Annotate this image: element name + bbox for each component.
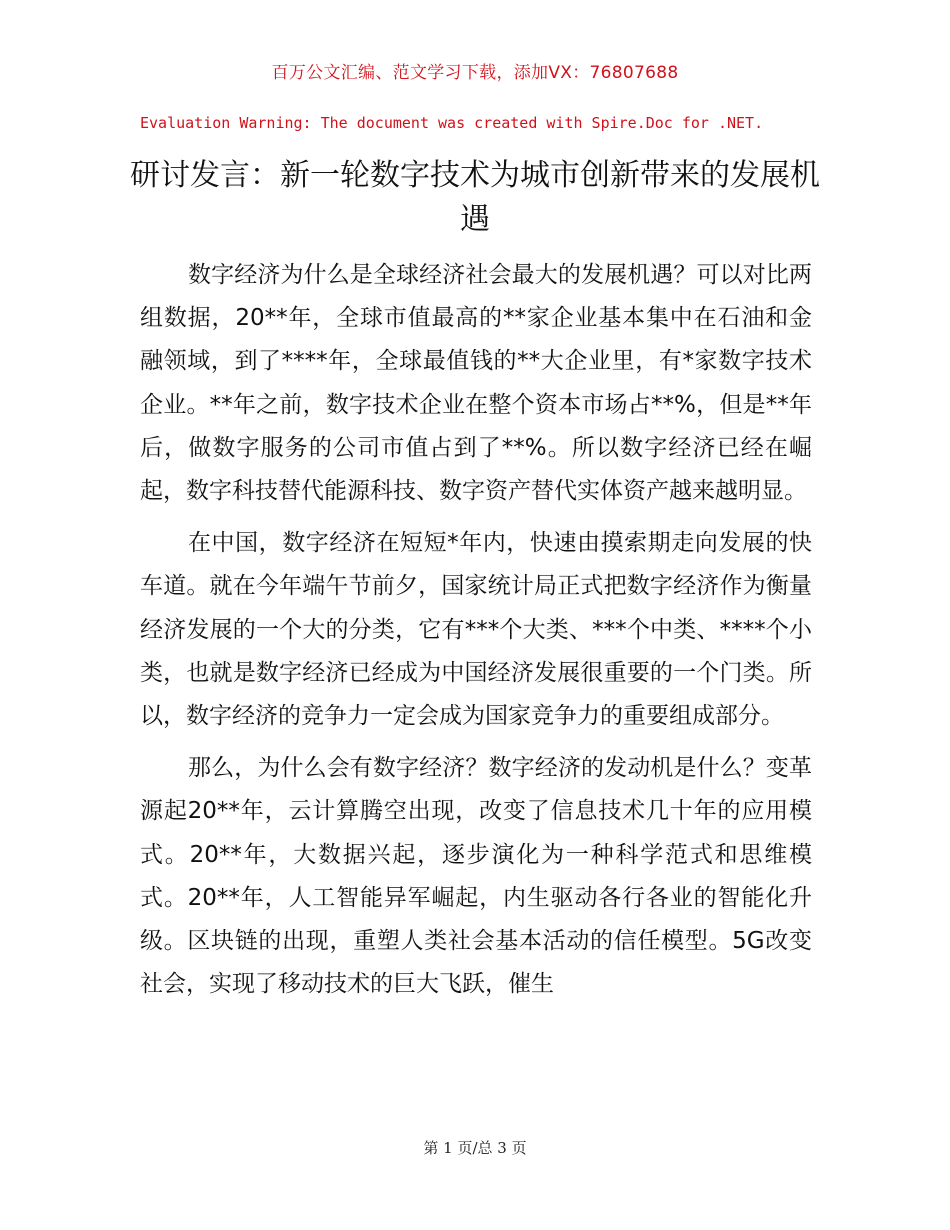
evaluation-warning: Evaluation Warning: The document was created with Spire.Doc for .NET.	[140, 114, 764, 132]
body-paragraph: 那么，为什么会有数字经济？数字经济的发动机是什么？变革源起20**年，云计算腾空出现，改变了信息技术几十年的应用模式。20**年，大数据兴起，逐步演化为一种科学范式和思维模式。20**年，人工智能异军崛起，内生驱动各行各业的智能化升级。区块链的出现，重塑人类社会基本活动的信任模型。5G改变社会，实现了移动技术的巨大飞跃，催生	[140, 755, 812, 998]
promo-banner: 百万公文汇编、范文学习下载，添加VX：76807688	[271, 63, 679, 83]
body-paragraph: 数字经济为什么是全球经济社会最大的发展机遇？可以对比两组数据，20**年，全球市值最高的**家企业基本集中在石油和金融领域，到了****年，全球最值钱的**大企业里，有*家数字技术企业。**年之前，数字技术企业在整个资本市场占**%，但是**年后，做数字服务的公司市值占到了**%。所以数字经济已经在崛起，数字科技替代能源科技、数字资产替代实体资产越来越明显。	[140, 262, 812, 505]
body-paragraph: 在中国，数字经济在短短*年内，快速由摸索期走向发展的快车道。就在今年端午节前夕，国家统计局正式把数字经济作为衡量经济发展的一个大的分类，它有***个大类、***个中类、****个小类，也就是数字经济已经成为中国经济发展很重要的一个门类。所以，数字经济的竞争力一定会成为国家竞争力的重要组成部分。	[140, 530, 812, 730]
document-body	[140, 254, 812, 1015]
page-number-footer: 第 1 页/总 3 页	[423, 1139, 527, 1157]
document-title: 研讨发言：新一轮数字技术为城市创新带来的发展机遇	[130, 158, 820, 237]
